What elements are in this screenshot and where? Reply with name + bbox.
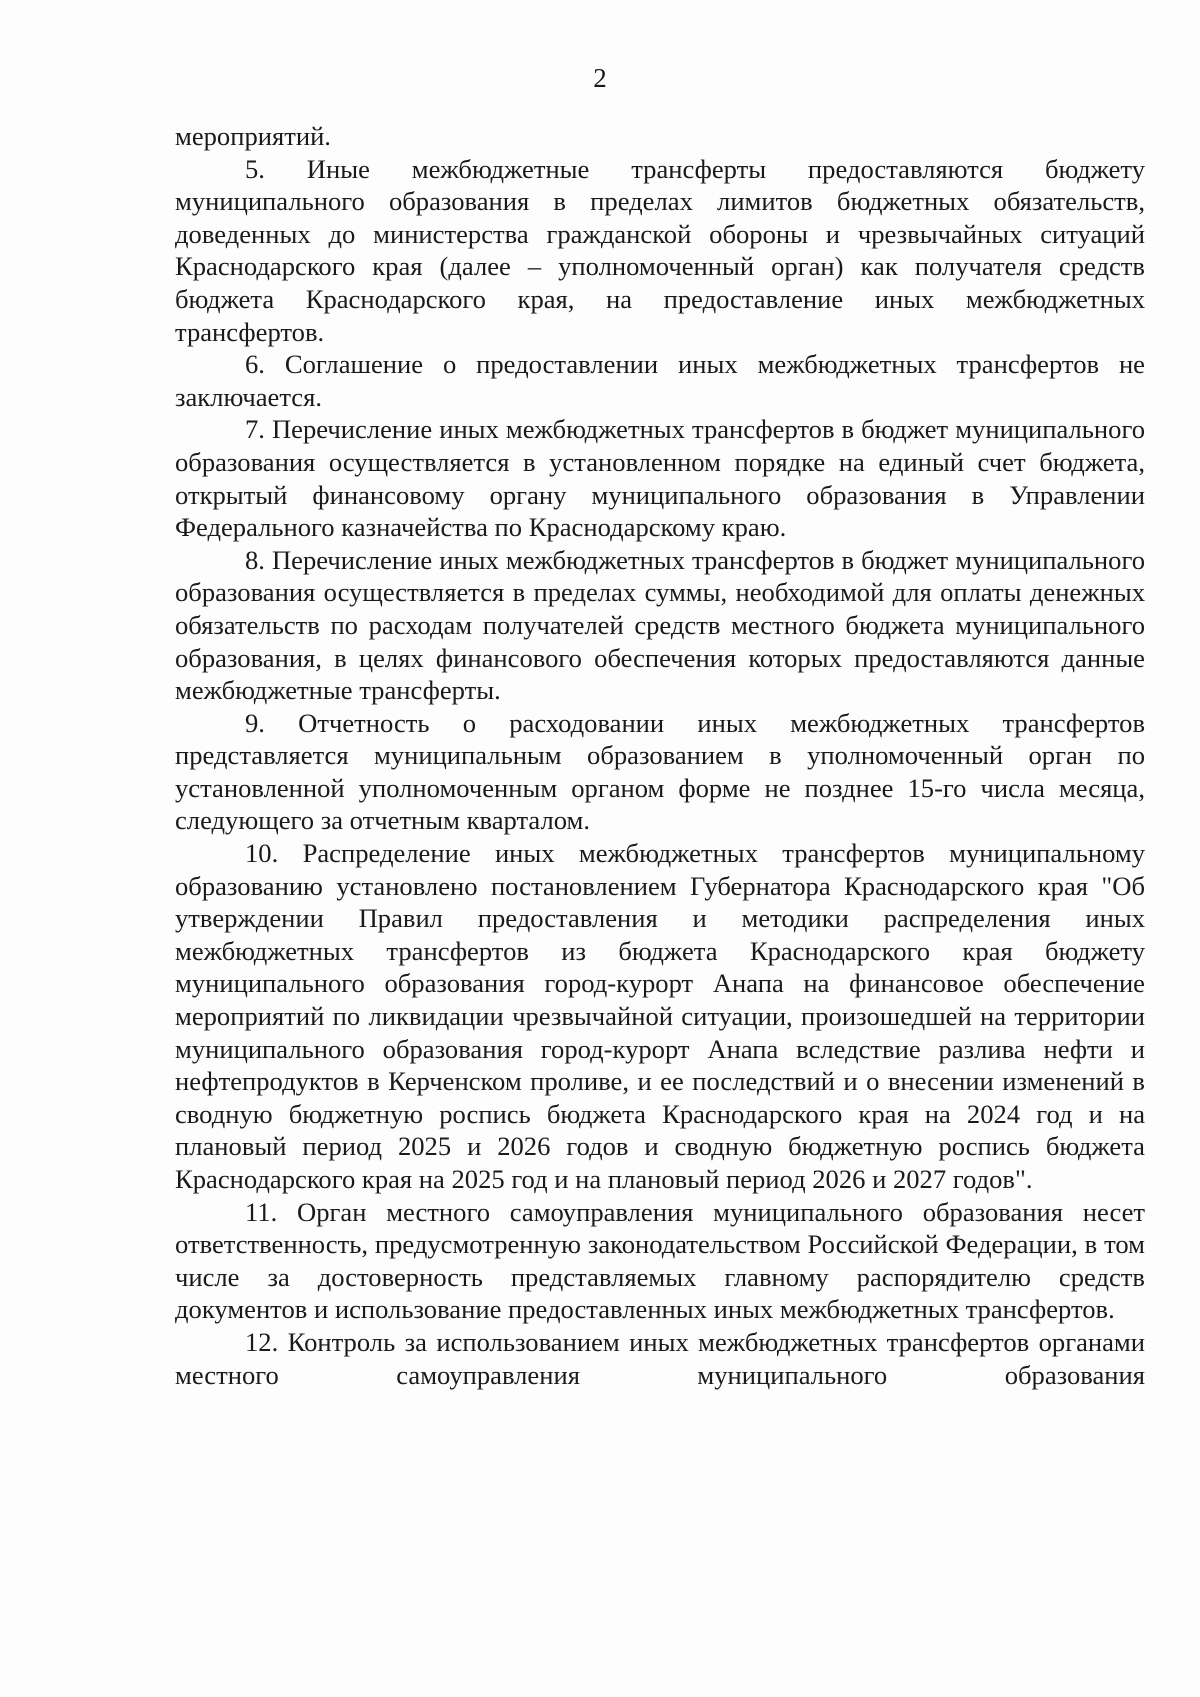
paragraph-item-10: 10. Распределение иных межбюджетных трансфертов муниципальному образованию установлено постановлением Губернатора Краснодарского края "Об утверждении Правил предоставления и методики распределения иных межбюджетных трансфертов из бюджета Краснодарского края бюджету муниципального образования город-курорт Анапа на финансовое обеспечение мероприятий по ликвидации чрезвычайной ситуации, произошедшей на территории муниципального образования город-курорт Анапа вследствие разлива нефти и нефтепродуктов в Керченском проливе, и ее последствий и о внесении изменений в сводную бюджетную роспись бюджета Краснодарского края на 2024 год и на плановый период 2025 и 2026 годов и сводную бюджетную роспись бюджета Краснодарского края на 2025 год и на плановый период 2026 и 2027 годов". [175,838,1145,1194]
paragraph-item-9: 9. Отчетность о расходовании иных межбюджетных трансфертов представляется муниципальным образованием в уполномоченный орган по установленной уполномоченным органом форме не позднее 15-го числа месяца, следующего за отчетным кварталом. [175,707,1145,836]
paragraph-item-12: 12. Контроль за использованием иных межбюджетных трансфертов органами местного самоуправления муниципального образования [175,1326,1145,1390]
paragraph-item-11: 11. Орган местного самоуправления муниципального образования несет ответственность, предусмотренную законодательством Российской Федерации, в том числе за достоверность представляемых главному распорядителю средств документов и использование предоставленных иных межбюджетных трансфертов. [175,1196,1145,1325]
paragraph-item-7: 7. Перечисление иных межбюджетных трансфертов в бюджет муниципального образования осуществляется в установленном порядке на единый счет бюджета, открытый финансовому органу муниципального образования в Управлении Федерального казначейства по Краснодарскому краю. [175,414,1145,543]
paragraph-continuation: мероприятий. [175,121,331,151]
paragraph-item-5: 5. Иные межбюджетные трансферты предоставляются бюджету муниципального образования в пределах лимитов бюджетных обязательств, доведенных до министерства гражданской обороны и чрезвычайных ситуаций Краснодарского края (далее – уполномоченный орган) как получателя средств бюджета Краснодарского края, на предоставление иных межбюджетных трансфертов. [175,153,1145,347]
paragraph-item-8: 8. Перечисление иных межбюджетных трансфертов в бюджет муниципального образования осуществляется в пределах суммы, необходимой для оплаты денежных обязательств по расходам получателей средств местного бюджета муниципального образования, в целях финансового обеспечения которых предоставляются данные межбюджетные трансферты. [175,544,1145,706]
document-body [175,120,1145,1391]
page-number: 2 [593,63,607,93]
paragraph-item-6: 6. Соглашение о предоставлении иных межбюджетных трансфертов не заключается. [175,349,1145,412]
